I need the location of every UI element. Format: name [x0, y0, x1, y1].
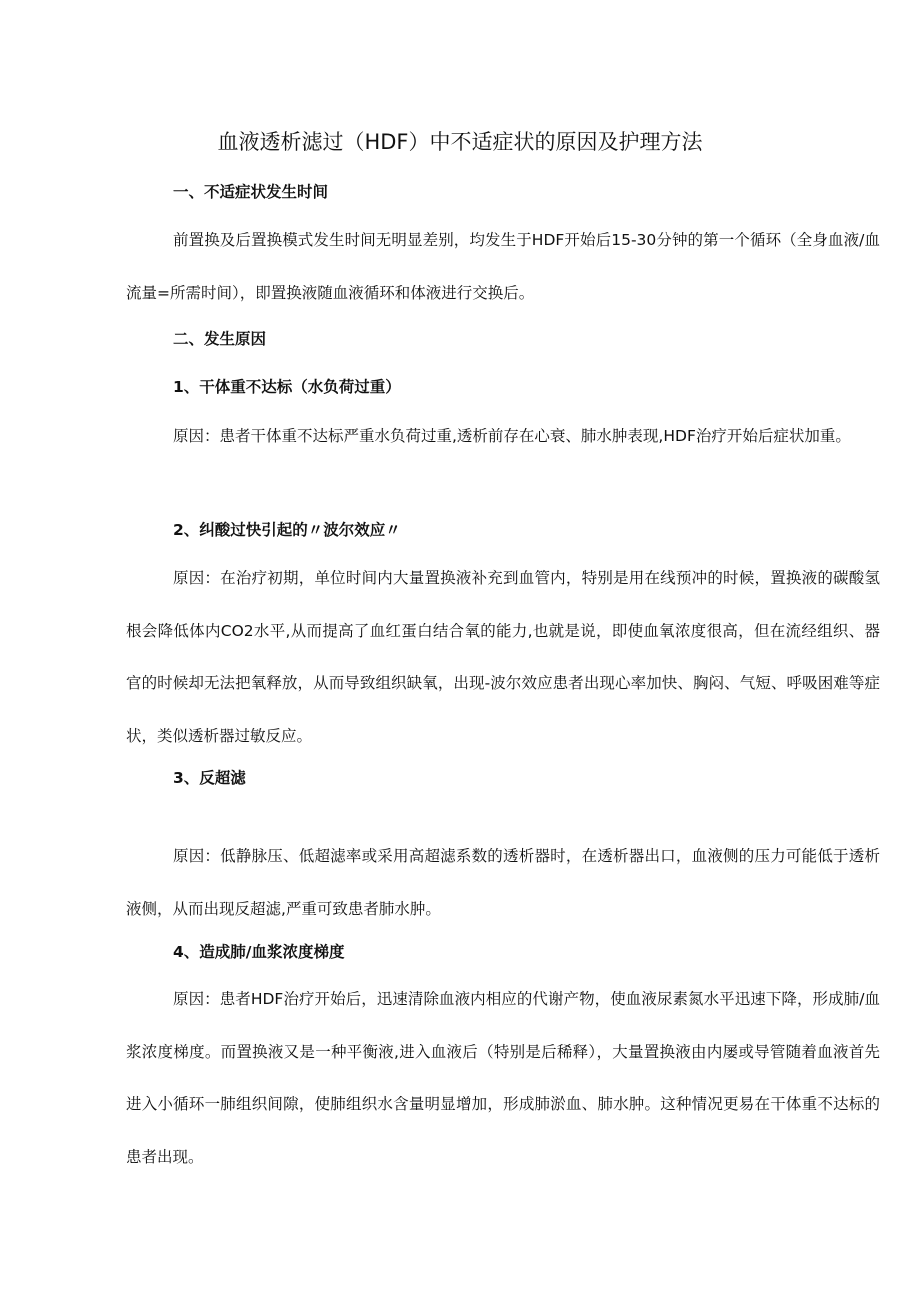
document-title: 血液透析滤过（HDF）中不适症状的原因及护理方法 — [217, 130, 703, 154]
paragraph-occurrence-time: 前置换及后置换模式发生时间无明显差别，均发生于HDF开始后15-30分钟的第一个循环（全身血液/血流量=所需时间），即置换液随血液循环和体液进行交换后。 — [126, 231, 880, 302]
section-heading-concentration-gradient: 4、造成肺/血浆浓度梯度 — [173, 943, 345, 961]
section-heading-dry-weight: 1、干体重不达标（水负荷过重） — [173, 378, 401, 396]
paragraph-concentration-gradient: 原因：患者HDF治疗开始后，迅速清除血液内相应的代谢产物，使血液尿素氮水平迅速下降，形成肺/血浆浓度梯度。而置换液又是一种平衡液,进入血液后（特别是后稀释），大量置换液由内屡或导管随着血液首先进入小循环一肺组织间隙，使肺组织水含量明显增加，形成肺淤血、肺水肿。这种情况更易在干体重不达标的患者出现。 — [126, 990, 880, 1166]
section-heading-bohr-effect: 2、纠酸过快引起的〃波尔效应〃 — [173, 521, 401, 539]
section-heading-causes: 二、发生原因 — [173, 330, 267, 348]
paragraph-back-filtration: 原因：低静脉压、低超滤率或采用高超滤系数的透析器时，在透析器出口，血液侧的压力可能低于透析液侧，从而出现反超滤,严重可致患者肺水肿。 — [126, 847, 880, 918]
section-heading-occurrence-time: 一、不适症状发生时间 — [173, 183, 329, 201]
paragraph-bohr-effect: 原因：在治疗初期，单位时间内大量置换液补充到血管内，特别是用在线预冲的时候，置换液的碳酸氢根会降低体内CO2水平,从而提高了血红蛋白结合氧的能力,也就是说，即使血氧浓度很高，但在流经组织、器官的时候却无法把氧释放，从而导致组织缺氧，出现-波尔效应患者出现心率加快、胸闷、气短、呼吸困难等症状，类似透析器过敏反应。 — [126, 569, 880, 745]
section-heading-back-filtration: 3、反超滤 — [173, 769, 246, 787]
paragraph-dry-weight: 原因：患者干体重不达标严重水负荷过重,透析前存在心衰、肺水肿表现,HDF治疗开始后症状加重。 — [173, 427, 851, 445]
